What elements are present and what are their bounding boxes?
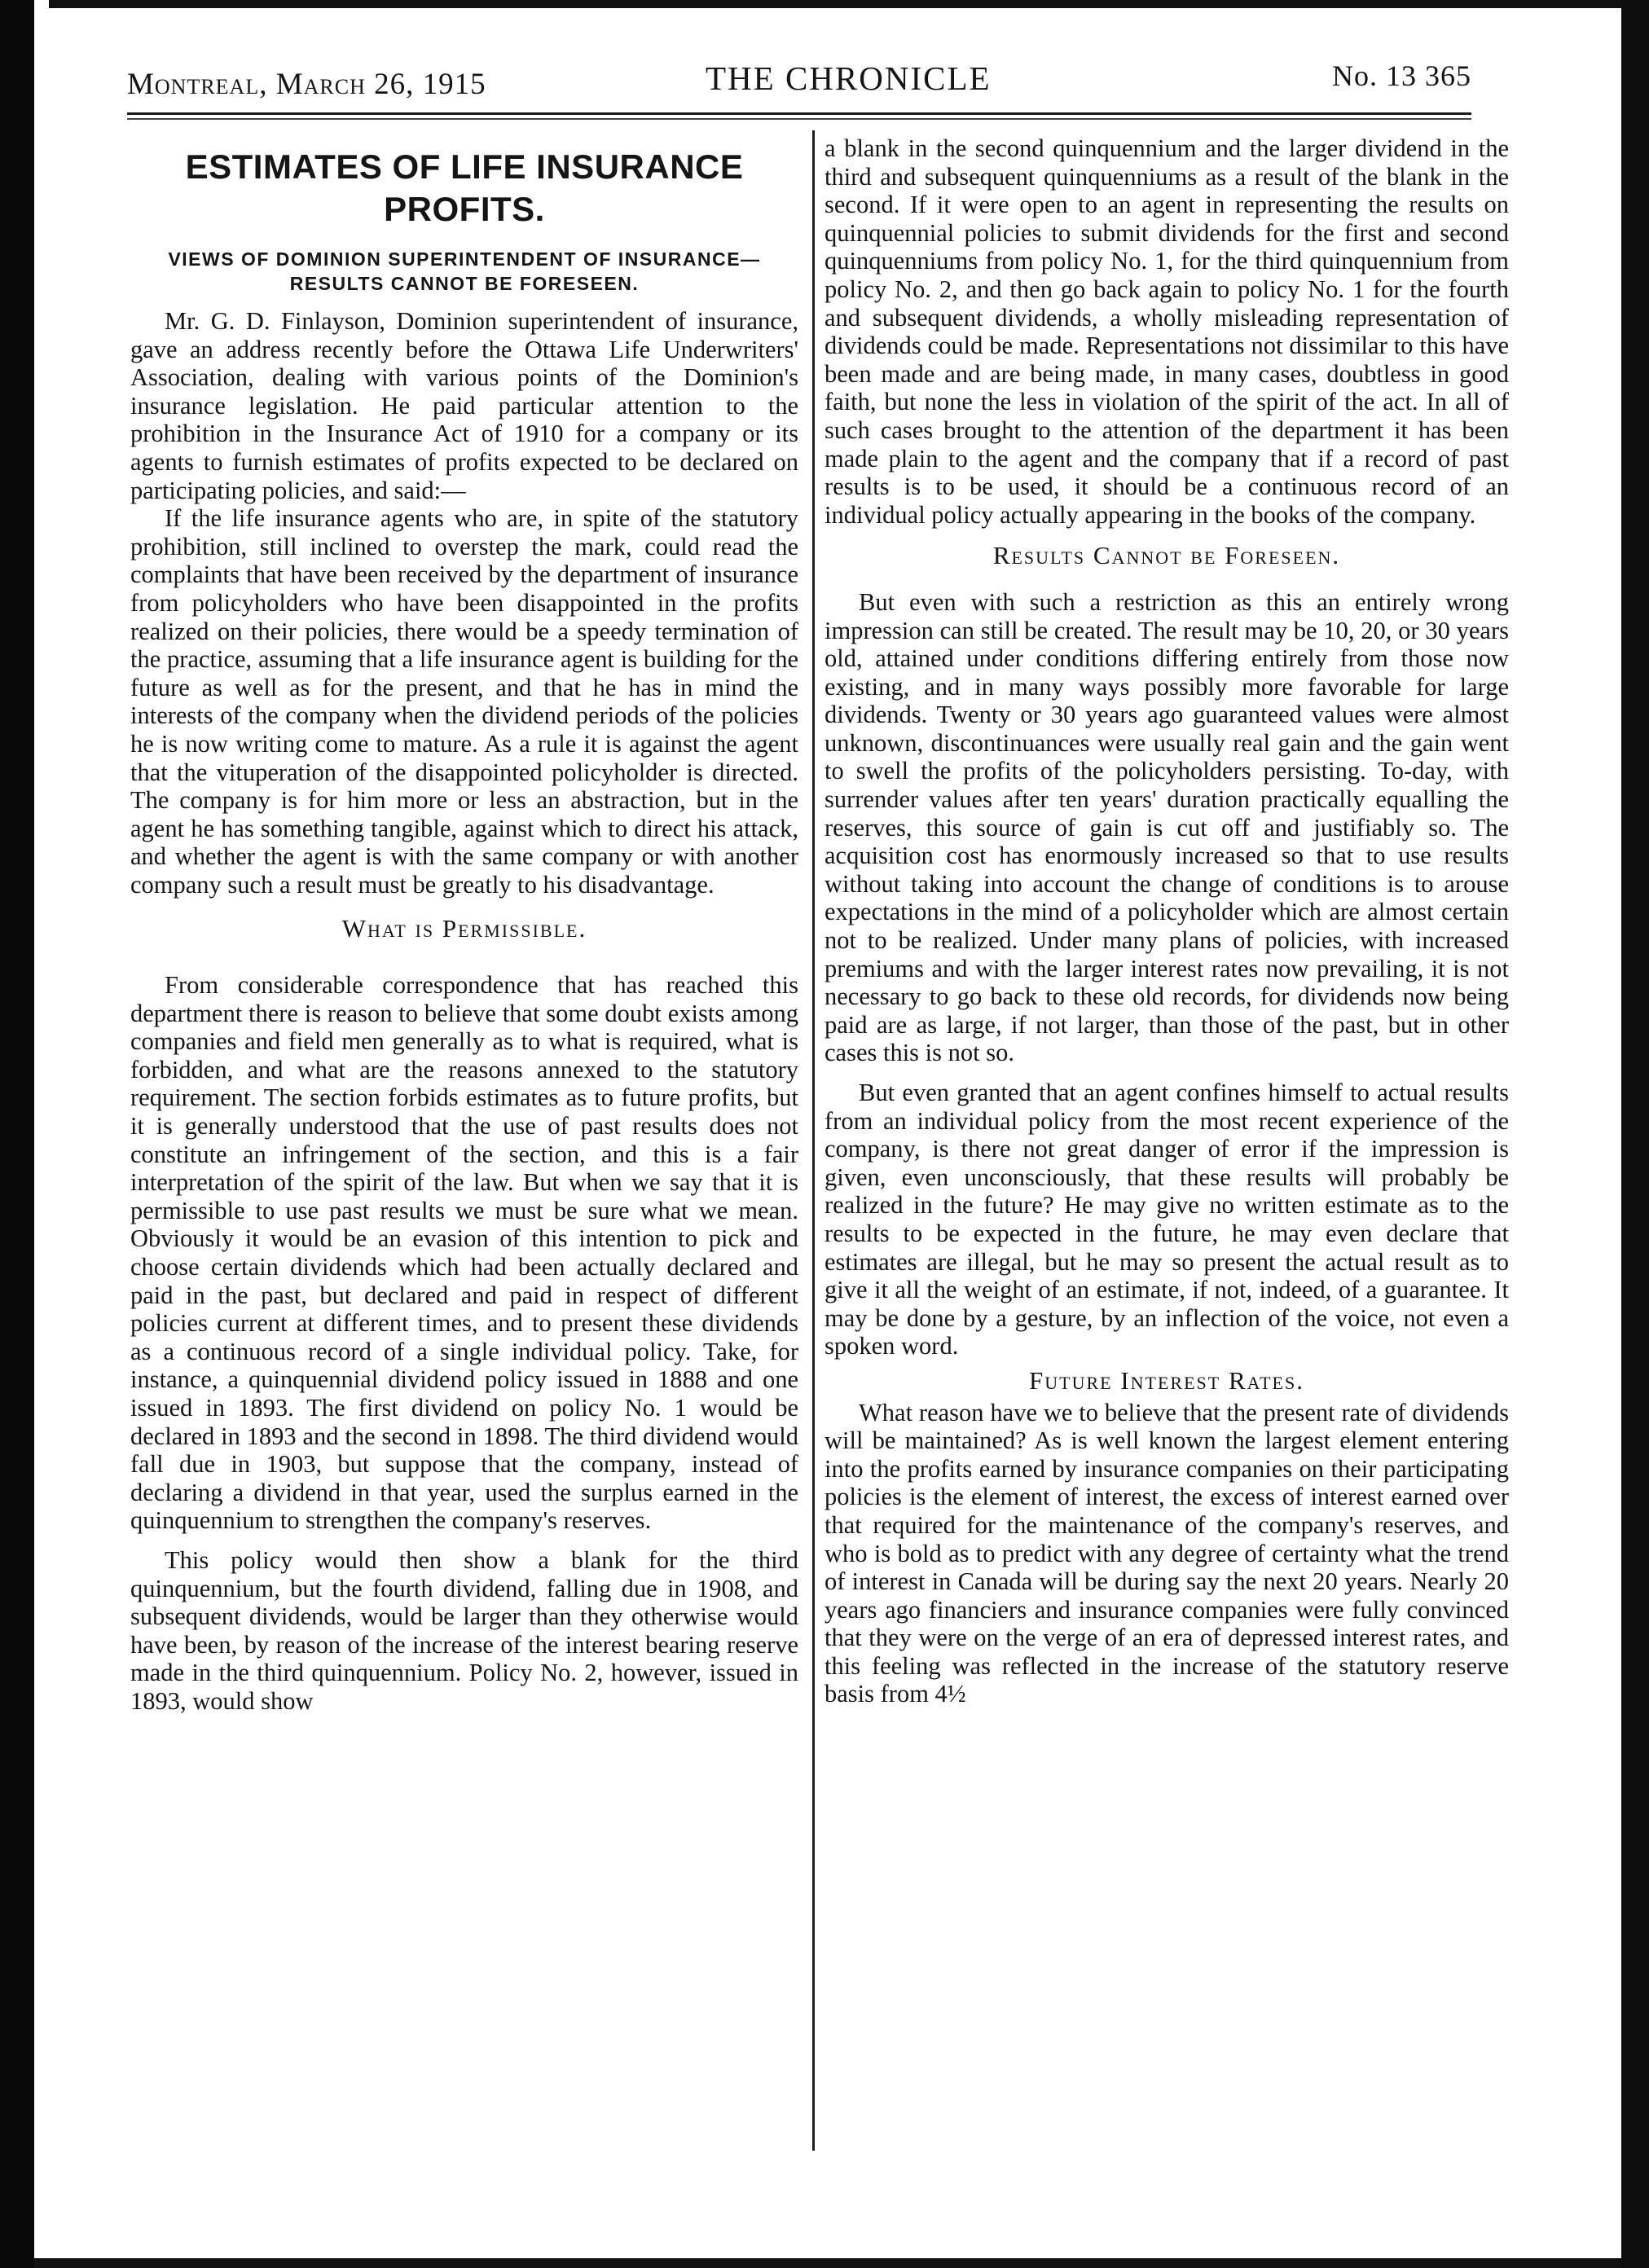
scan-border-right — [1621, 0, 1649, 2268]
paragraph: If the life insurance agents who are, in spite of the statutory prohibition, still inclined to overstep the mark, could read the complaints that have been received by the department of insurance from policyholders who have been disappointed in the profits realized on their policies, there would be a speedy termination of the practice, assuming that a life insurance agent is building for the future as well as for the present, and that he has in mind the interests of the company when the dividend periods of the policies he is now writing come to mature. As a rule it is against the agent that the vituperation of the disappointed policyholder is directed. The company is for him more or less an abstraction, but in the agent he has something tangible, against which to direct his attack, and whether the agent is with the same company or with another company such a result must be greatly to his disadvantage. — [130, 504, 798, 899]
running-head-date: Montreal, March 26, 1915 — [127, 68, 486, 101]
scan-border-top — [34, 0, 1621, 8]
publication-title: THE CHRONICLE — [706, 59, 992, 97]
section-heading-interest: Future Interest Rates. — [1029, 1365, 1304, 1395]
paragraph: Mr. G. D. Finlayson, Dominion superintendent of insurance, gave an address recently before the Ottawa Life Underwriters' Association, dealing with various points of the Dominion's insurance legislation. He paid particular attention to the prohibition in the Insurance Act of 1910 for a company or its agents to furnish estimates of profits expected to be declared on participating policies, and said:— — [130, 307, 798, 504]
paragraph: But even granted that an agent confines himself to actual results from an individual policy from the most recent experience of the company, is there not great danger of error if the impression is given, even unconsciously, that these results will probably be realized in the future? He may give no written estimate as to the results to be expected in the future, he may even declare that estimates are illegal, but he may so present the actual result as to give it all the weight of an estimate, if not, indeed, of a guarantee. It may be done by a gesture, by an inflection of the voice, not even a spoken word. — [824, 1079, 1509, 1360]
page-margin-left — [34, 0, 49, 2268]
scan-border-bottom — [34, 2258, 1621, 2268]
header-rule — [127, 112, 1471, 115]
section-heading-permissible: What is Permissible. — [341, 914, 587, 943]
paragraph-continued: a blank in the second quinquennium and the larger dividend in the third and subsequent quinquenniums as a result of the blank in the second. If it were open to an agent in representing the results on quinquennial policies to submit dividends for the first and second quinquenniums from policy No. 1, for the third quinquennium from policy No. 2, and then go back again to policy No. 1 for the fourth and subsequent dividends, a wholly misleading representation of dividends could be made. Representations not dissimilar to this have been made and are being made, in many cases, doubtless in good faith, but none the less in violation of the spirit of the act. In all of such cases brought to the attention of the department it has been made plain to the agent and the company that if a record of past results is to be used, it should be a continuous record of an individual policy actually appearing in the books of the company. — [824, 134, 1509, 529]
paragraph: This policy would then show a blank for the third quinquennium, but the fourth dividend, falling due in 1908, and subsequent dividends, would be larger than they otherwise would have been, by reason of the increase of the interest bearing reserve made in the third quinquennium. Policy No. 2, however, issued in 1893, would show — [130, 1545, 798, 1715]
paragraph: But even with such a restriction as this an entirely wrong impression can still be created. The result may be 10, 20, or 30 years old, attained under conditions differing entirely from those now existing, and in many ways possibly more favorable for large dividends. Twenty or 30 years ago guaranteed values were almost unknown, discontinuances were usually real gain and the gain went to swell the profits of the policyholders persisting. To-day, with surrender values after ten years' duration practically equalling the reserves, this source of gain is cut off and justifiably so. The acquisition cost has enormously increased so that to use results without taking into account the change of conditions is to arouse expectations in the mind of a policyholder which are almost certain not to be realized. Under many plans of policies, with increased premiums and with the larger interest rates now prevailing, it is not necessary to go back to these old records, for dividends now being paid are as large, if not larger, than those of the past, but in other cases this is not so. — [824, 587, 1509, 1067]
running-head — [127, 57, 1471, 106]
header-rule-secondary — [127, 118, 1471, 120]
left-column — [130, 134, 798, 1716]
issue-and-page-number: No. 13 365 — [1332, 59, 1471, 92]
column-divider — [812, 130, 815, 2151]
article-headline: ESTIMATES OF LIFE INSURANCE PROFITS. — [185, 147, 744, 228]
article-subhead: VIEWS OF DOMINION SUPERINTENDENT OF INSURANCE—RESULTS CANNOT BE FORESEEN. — [168, 248, 761, 294]
section-heading-foreseen: Results Cannot be Foreseen. — [992, 541, 1341, 570]
scan-border-left — [0, 0, 34, 2268]
paragraph: What reason have we to believe that the present rate of dividends will be maintained? As is well known the largest element entering into the profits earned by insurance companies on their participating policies is the element of interest, the excess of interest earned over that required for the maintenance of the company's reserves, and who is bold as to predict with any degree of certainty what the trend of interest in Canada will be during say the next 20 years. Nearly 20 years ago financiers and insurance companies were fully convinced that they were on the verge of an era of depressed interest rates, and this feeling was reflected in the increase of the statutory reserve basis from 4½ — [824, 1398, 1509, 1708]
paragraph: From considerable correspondence that has reached this department there is reason to believe that some doubt exists among companies and field men generally as to what is required, what is forbidden, and what are the reasons annexed to the statutory requirement. The section forbids estimates as to future profits, but it is generally understood that the use of past results does not constitute an infringement of the section, and this is a fair interpretation of the spirit of the law. But when we say that it is permissible to use past results we must be sure what we mean. Obviously it would be an evasion of this intention to pick and choose certain dividends which had been actually declared and paid in the past, but declared and paid in respect of different policies current at different times, and to present these dividends as a continuous record of a single individual policy. Take, for instance, a quinquennial dividend policy issued in 1888 and one issued in 1893. The first dividend on policy No. 1 would be declared in 1893 and the second in 1898. The third dividend would fall due in 1903, but suppose that the company, instead of declaring a dividend in that year, used the surplus earned in the quinquennium to strengthen the company's reserves. — [130, 971, 798, 1535]
right-column — [824, 134, 1509, 1708]
